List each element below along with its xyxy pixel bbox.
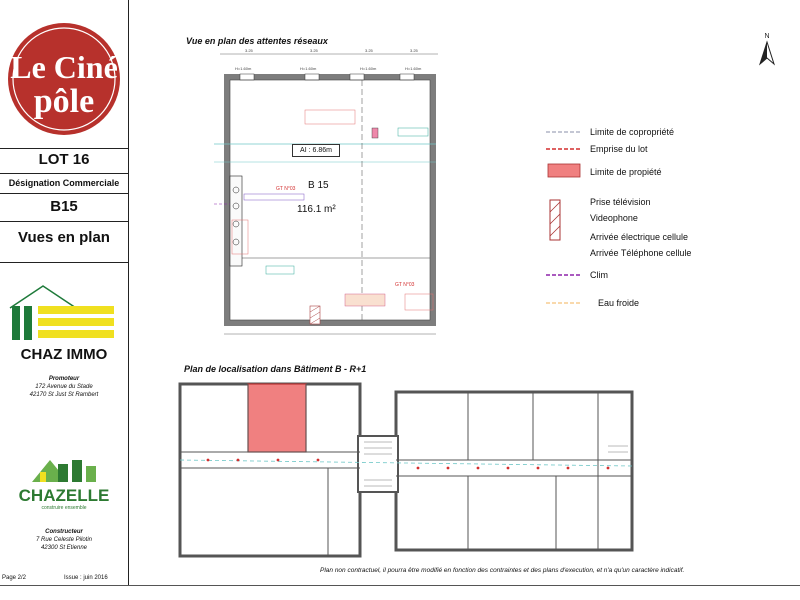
constructeur-role: Constructeur	[45, 529, 83, 535]
cinepole-logo	[7, 22, 121, 136]
legend-item-limite: Limite de propiété	[590, 167, 662, 177]
constructeur-brand: CHAZELLE	[18, 486, 110, 505]
disclaimer: Plan non contractuel, il pourra être modifié en fonction des contraintes et des plans d'execution, et n'a qu'un caractère indicatif.	[320, 567, 685, 574]
page-number: Page 2/2	[2, 575, 27, 581]
svg-text:H=1.60m: H=1.60m	[235, 66, 252, 71]
north-arrow-icon	[756, 30, 778, 70]
gt-label-1: GT N°03	[276, 186, 296, 192]
legend-swatches	[540, 120, 590, 320]
title-block	[0, 0, 128, 585]
svg-text:3.25: 3.25	[310, 48, 318, 53]
legend-item-eau-froide: Eau froide	[598, 298, 640, 308]
chazelle-logo	[28, 452, 100, 486]
unit-area: 116.1 m²	[297, 204, 336, 215]
legend-item-electrique: Arrivée électrique cellule	[590, 232, 689, 242]
constructeur-tagline: construire ensemble	[41, 505, 87, 511]
promoteur-brand: CHAZ IMMO	[20, 346, 108, 363]
bottom-border	[0, 585, 800, 586]
designation-label: Désignation Commerciale	[8, 178, 120, 188]
designation-value: B15	[50, 198, 78, 215]
gt-label-2: GT N°03	[395, 282, 415, 288]
unit-label: B 15	[308, 180, 329, 191]
legend-item-emprise: Emprise du lot	[590, 144, 648, 154]
svg-text:3.25: 3.25	[365, 48, 373, 53]
issue-date: Issue : juin 2016	[64, 575, 108, 581]
constructeur-address1: 7 Rue Celeste Pilotin	[35, 537, 93, 543]
building-plan	[178, 376, 636, 566]
legend-item-videophone: Videophone	[590, 213, 638, 223]
network-plan	[200, 44, 450, 340]
top-plan-title: Vue en plan des attentes réseaux	[186, 36, 328, 46]
promoteur-address1: 172 Avenue du Stade	[35, 384, 93, 390]
legend	[540, 120, 790, 320]
lot-title: LOT 16	[38, 151, 90, 168]
svg-text:3.25: 3.25	[410, 48, 418, 53]
legend-item-telephone: Arrivée Téléphone cellule	[590, 248, 692, 258]
constructeur-address2: 42300 St Etienne	[40, 545, 88, 551]
svg-text:H=1.60m: H=1.60m	[360, 66, 377, 71]
dimension-label: AI : 6.86m	[292, 144, 340, 157]
promoteur-role: Promoteur	[48, 376, 80, 382]
left-panel-border	[128, 0, 129, 585]
promoteur-address2: 42170 St Just St Rambert	[29, 392, 99, 398]
legend-item-coproprete: Limite de copropriété	[590, 127, 675, 137]
bottom-plan-title: Plan de localisation dans Bâtiment B - R+1	[184, 364, 367, 374]
chaz-immo-logo	[8, 282, 118, 344]
section-title: Vues en plan	[18, 229, 110, 246]
logo-line1: Le Ciné	[10, 49, 118, 85]
north-label: N	[764, 33, 770, 40]
logo-line2: pôle	[33, 83, 95, 120]
legend-item-television: Prise télévision	[590, 197, 651, 207]
legend-item-clim: Clim	[590, 270, 608, 280]
svg-text:H=1.60m: H=1.60m	[300, 66, 317, 71]
svg-text:3.25: 3.25	[245, 48, 253, 53]
svg-text:H=1.60m: H=1.60m	[405, 66, 422, 71]
